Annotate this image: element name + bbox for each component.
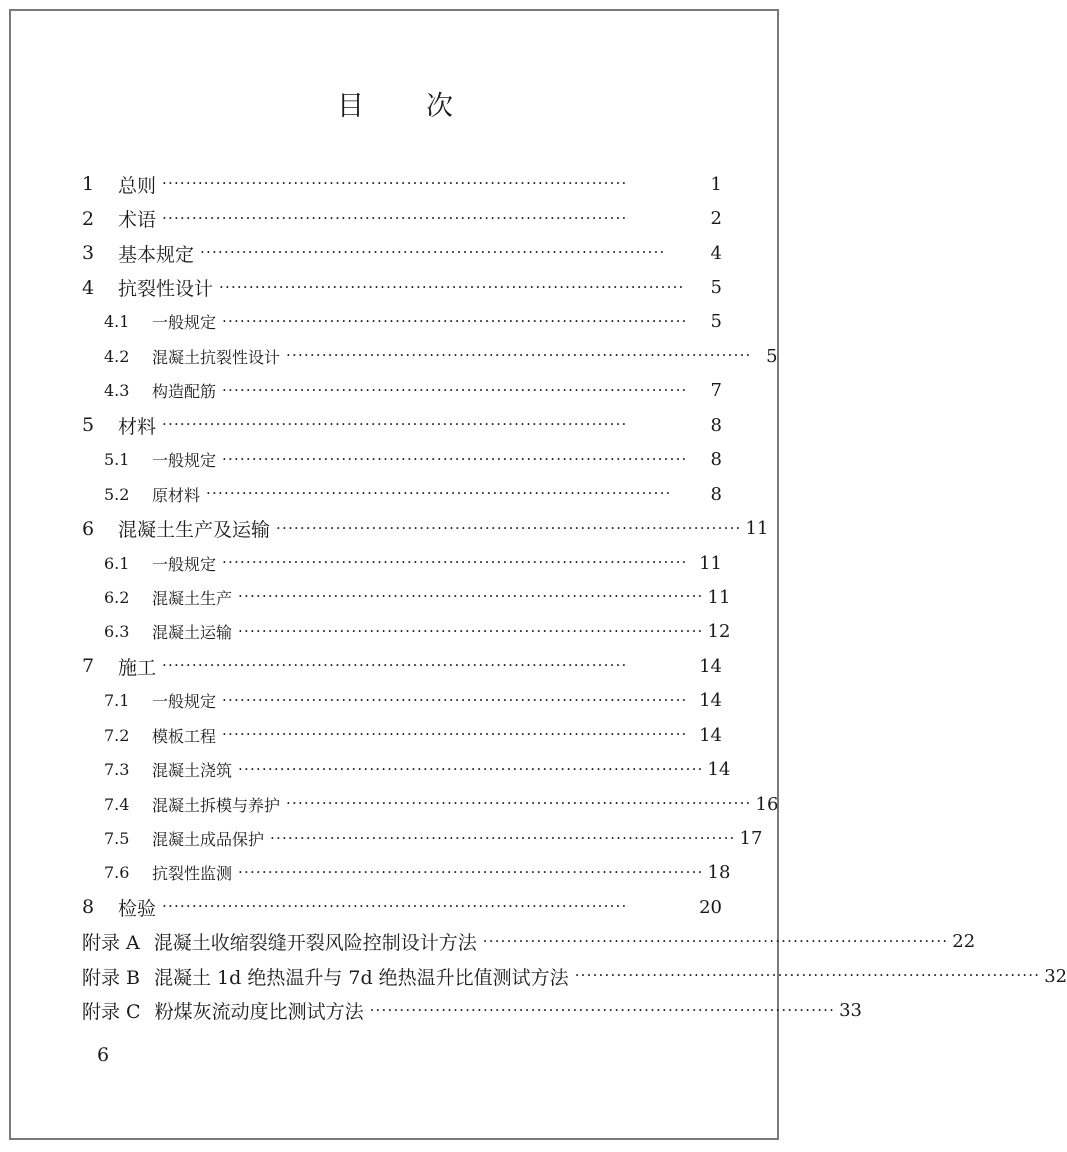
toc-entry-number: 4.2: [104, 346, 130, 366]
toc-entry-title: 施工: [118, 656, 157, 679]
toc-entry-number: 5: [82, 414, 95, 437]
toc-entry-number: 8: [82, 896, 95, 919]
dot-leader: ··············································································: [222, 690, 688, 709]
toc-entry[interactable]: [82, 477, 722, 511]
toc-entry-number: 附录 B: [82, 966, 141, 989]
toc-entry[interactable]: [82, 167, 722, 201]
toc-entry-title: 混凝土 1d 绝热温升与 7d 绝热温升比值测试方法: [154, 966, 569, 989]
table-of-contents: [82, 167, 1067, 1028]
dot-leader: ··············································································: [276, 518, 742, 537]
dot-leader: ··············································································: [222, 311, 688, 330]
toc-entry-page: 4: [710, 242, 722, 264]
toc-entry-number: 6.1: [104, 553, 130, 573]
dot-leader: ··············································································: [270, 828, 736, 847]
toc-entry-number: 6.2: [104, 587, 130, 607]
toc-entry[interactable]: [82, 787, 779, 821]
toc-entry[interactable]: [82, 305, 722, 339]
toc-entry[interactable]: [82, 925, 976, 959]
dot-leader: ··············································································: [162, 208, 628, 227]
title-char-2: 次: [426, 91, 453, 122]
toc-entry-title: 总则: [118, 174, 157, 197]
title-char-1: 目: [337, 91, 364, 122]
toc-entry-number: 7.6: [104, 863, 130, 883]
toc-entry-page: 16: [755, 793, 779, 815]
toc-entry-page: 14: [707, 759, 731, 781]
dot-leader: ··············································································: [238, 587, 704, 606]
toc-entry-title: 材料: [118, 415, 157, 438]
dot-leader: ··············································································: [238, 759, 704, 778]
toc-entry[interactable]: [82, 511, 769, 545]
toc-entry-page: 1: [710, 173, 722, 195]
toc-entry-title: 抗裂性监测: [152, 864, 233, 884]
toc-entry-page: 5: [710, 277, 722, 299]
toc-entry-title: 构造配筋: [152, 382, 217, 402]
toc-entry-title: 混凝土运输: [152, 623, 233, 643]
toc-entry-number: 7.4: [104, 794, 130, 814]
toc-entry-title: 混凝土收缩裂缝开裂风险控制设计方法: [153, 932, 477, 955]
toc-entry[interactable]: [82, 236, 722, 270]
toc-entry-page: 8: [710, 483, 722, 505]
toc-entry-title: 粉煤灰流动度比测试方法: [154, 1001, 364, 1024]
toc-entry-page: 7: [710, 380, 722, 402]
toc-entry-title: 一般规定: [152, 554, 217, 574]
toc-entry[interactable]: [82, 615, 731, 649]
dot-leader: ··············································································: [574, 966, 1041, 985]
toc-entry-page: 11: [745, 518, 769, 540]
toc-entry[interactable]: [82, 339, 778, 373]
toc-entry[interactable]: [82, 649, 722, 683]
dot-leader: ··············································································: [222, 380, 688, 399]
toc-entry-page: 14: [699, 655, 722, 677]
dot-leader: ··············································································: [238, 862, 704, 881]
toc-entry-title: 模板工程: [152, 726, 217, 746]
toc-entry-title: 一般规定: [152, 692, 217, 712]
toc-entry-page: 8: [710, 414, 722, 436]
toc-entry-title: 混凝土抗裂性设计: [152, 347, 281, 367]
toc-entry-number: 7: [82, 655, 95, 678]
dot-leader: ··············································································: [219, 277, 685, 296]
toc-entry-title: 混凝土浇筑: [152, 761, 233, 781]
toc-entry[interactable]: [82, 443, 722, 477]
toc-entry[interactable]: [82, 821, 763, 855]
toc-entry-number: 4.1: [104, 312, 130, 332]
toc-entry-number: 7.2: [104, 725, 130, 745]
toc-entry-number: 6: [82, 517, 95, 540]
toc-entry-page: 11: [699, 552, 722, 574]
toc-entry-page: 18: [707, 862, 731, 884]
toc-entry-number: 3: [82, 242, 95, 265]
toc-entry-page: 22: [952, 931, 976, 953]
toc-entry-title: 混凝土生产及运输: [118, 519, 271, 542]
toc-entry-title: 原材料: [152, 485, 201, 505]
toc-entry-page: 12: [707, 621, 731, 643]
dot-leader: ··············································································: [482, 931, 949, 950]
toc-entry-number: 4: [82, 276, 95, 299]
toc-entry[interactable]: [82, 718, 722, 752]
toc-entry-number: 7.5: [104, 829, 130, 849]
toc-entry[interactable]: [82, 270, 722, 304]
toc-entry-number: 2: [82, 207, 95, 230]
toc-entry-title: 混凝土成品保护: [152, 830, 265, 850]
toc-entry-page: 8: [710, 449, 722, 471]
page-title: [0, 84, 790, 123]
dot-leader: ··············································································: [238, 621, 704, 640]
toc-entry-page: 20: [699, 896, 722, 918]
toc-entry[interactable]: [82, 994, 863, 1028]
dot-leader: ··············································································: [369, 1000, 836, 1019]
dot-leader: ··············································································: [206, 484, 672, 503]
toc-entry-number: 7.3: [104, 760, 130, 780]
dot-leader: ··············································································: [222, 725, 688, 744]
toc-entry-title: 一般规定: [152, 451, 217, 471]
toc-entry-page: 11: [707, 586, 731, 608]
dot-leader: ··············································································: [200, 243, 666, 262]
toc-entry-title: 检验: [118, 897, 157, 920]
dot-leader: ··············································································: [222, 449, 688, 468]
toc-entry-number: 5.2: [104, 484, 130, 504]
toc-entry-number: 附录 C: [82, 1001, 141, 1024]
toc-entry-title: 一般规定: [152, 313, 217, 333]
dot-leader: ··············································································: [162, 656, 628, 675]
toc-entry-page: 2: [710, 208, 722, 230]
toc-entry-number: 7.1: [104, 691, 130, 711]
toc-entry-number: 4.3: [104, 381, 130, 401]
toc-entry-number: 5.1: [104, 450, 130, 470]
toc-entry-number: 1: [82, 173, 95, 196]
toc-entry-page: 17: [739, 828, 763, 850]
toc-entry[interactable]: [82, 374, 722, 408]
toc-entry-title: 术语: [118, 209, 157, 232]
toc-entry-page: 5: [710, 311, 722, 333]
toc-entry-title: 抗裂性设计: [118, 278, 214, 301]
toc-entry[interactable]: [82, 580, 731, 614]
dot-leader: ··············································································: [286, 794, 752, 813]
toc-entry[interactable]: [82, 546, 722, 580]
toc-entry-page: 14: [699, 724, 722, 746]
toc-entry-page: 33: [839, 1000, 863, 1022]
toc-entry-page: 32: [1044, 965, 1067, 987]
toc-entry-title: 混凝土生产: [152, 588, 233, 608]
toc-entry[interactable]: [82, 959, 1067, 993]
footer-page-number: 6: [97, 1044, 110, 1066]
toc-entry-number: 附录 A: [82, 932, 140, 955]
toc-entry[interactable]: [82, 684, 722, 718]
toc-entry[interactable]: [82, 890, 722, 924]
dot-leader: ··············································································: [162, 897, 628, 916]
toc-entry[interactable]: [82, 752, 731, 786]
dot-leader: ··············································································: [162, 174, 628, 193]
toc-entry[interactable]: [82, 856, 731, 890]
toc-entry-title: 混凝土拆模与养护: [152, 795, 281, 815]
toc-entry-page: 14: [699, 690, 722, 712]
toc-entry-page: 5: [766, 345, 778, 367]
toc-entry[interactable]: [82, 408, 722, 442]
toc-entry-title: 基本规定: [118, 243, 195, 266]
dot-leader: ··············································································: [162, 415, 628, 434]
toc-entry-number: 6.3: [104, 622, 130, 642]
dot-leader: ··············································································: [286, 346, 752, 365]
dot-leader: ··············································································: [222, 553, 688, 572]
toc-entry[interactable]: [82, 201, 722, 235]
